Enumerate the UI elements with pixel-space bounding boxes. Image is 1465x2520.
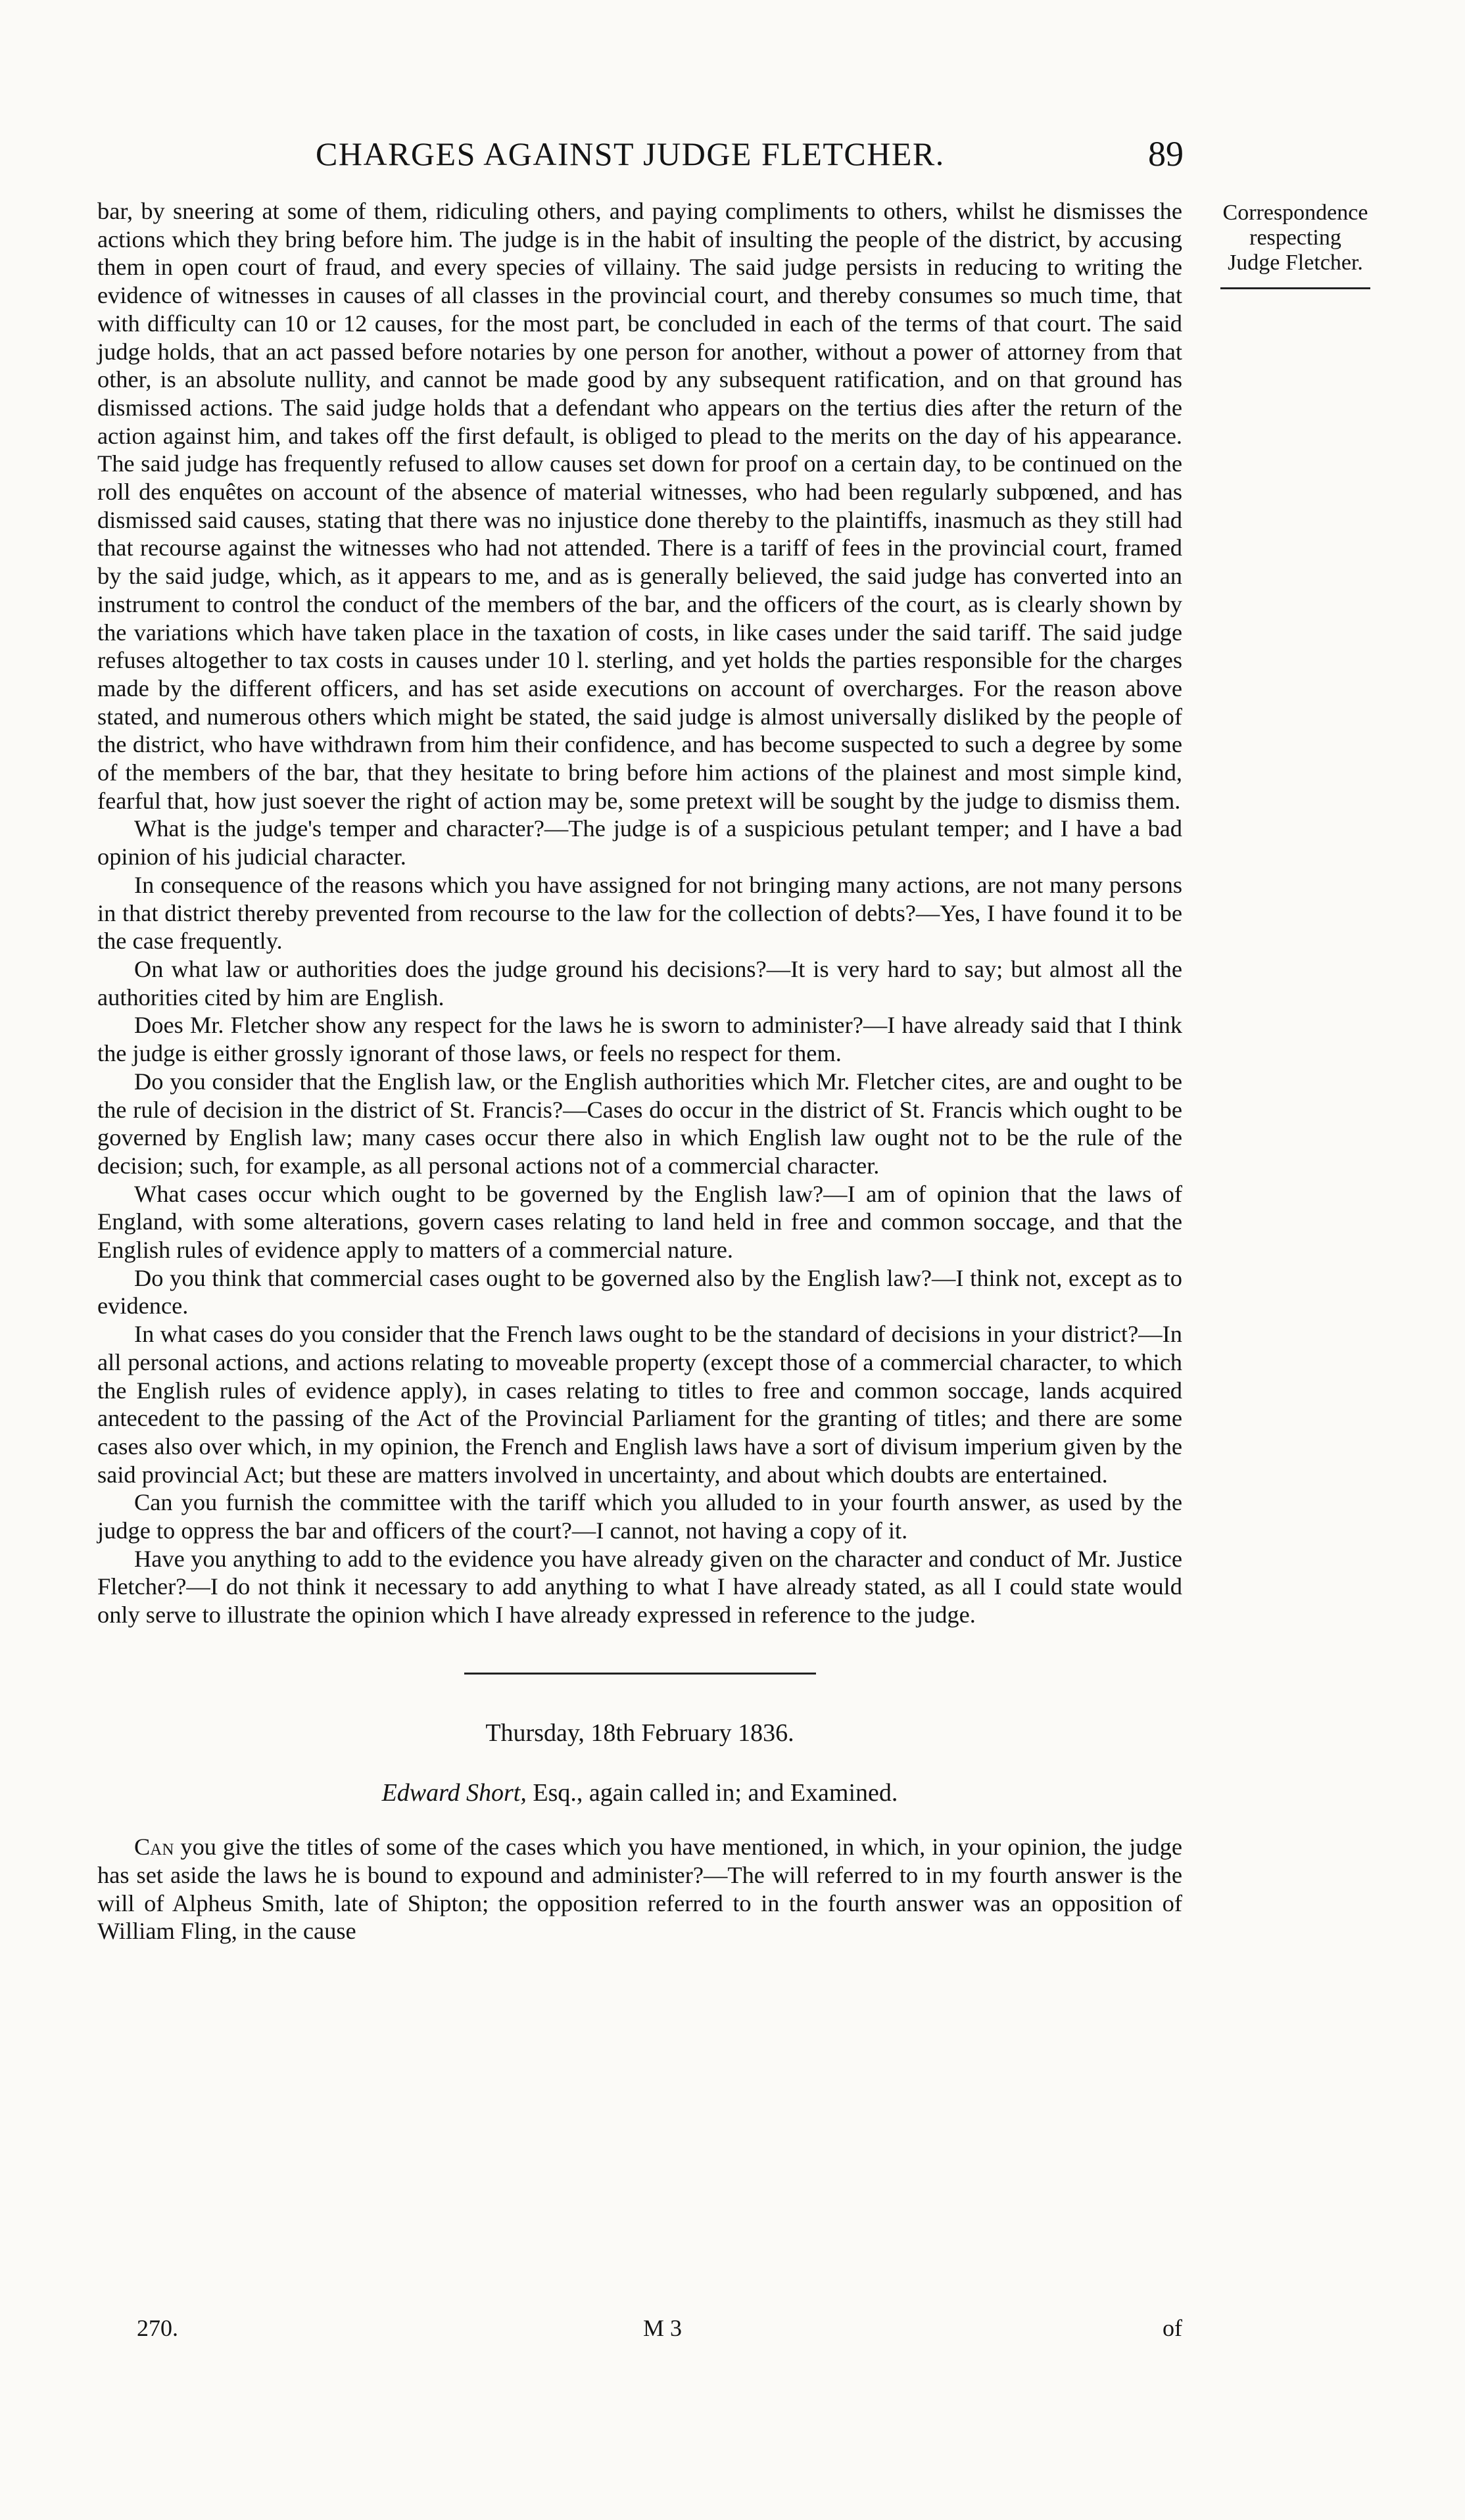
- page-footer: [97, 2314, 1182, 2354]
- margin-note: [1197, 201, 1394, 289]
- continued-answer-paragraph: bar, by sneering at some of them, ridiculing others, and paying compliments to others, whilst he dismisses the actions which they bring before him. The judge is in the habit of insulting the people of the district, by accusing them in open court of fraud, and every species of villainy. The said judge persists in reducing to writing the evidence of witnesses in causes of all classes in the provincial court, and thereby consumes so much time, that with difficulty can 10 or 12 causes, for the most part, be concluded in each of the terms of that court. The said judge holds, that an act passed before notaries by one person for another, without a power of attorney from that other, is an absolute nullity, and cannot be made good by any subsequent ratification, and on that ground has dismissed actions. The said judge holds that a defendant who appears on the tertius dies after the return of the action against him, and takes off the first default, is obliged to plead to the merits on the day of his appearance. The said judge has frequently refused to allow causes set down for proof on a certain day, to be continued on the roll des enquêtes on account of the absence of material witnesses, who had been regularly subpœned, and has dismissed said causes, stating that there was no injustice done thereby to the plaintiffs, inasmuch as they still had that recourse against the witnesses who had not attended. There is a tariff of fees in the provincial court, framed by the said judge, which, as it appears to me, and as is generally believed, the said judge has converted into an instrument to control the conduct of the members of the bar, and the officers of the court, as is clearly shown by the variations which have taken place in the taxation of costs, in like cases under the said tariff. The said judge refuses altogether to tax costs in causes under 10 l. sterling, and yet holds the parties responsible for the charges made by the different officers, and has set aside executions on account of overcharges. For the reason above stated, and numerous others which might be stated, the said judge is almost universally disliked by the people of the district, who have withdrawn from him their confidence, and has become suspected to such a degree by some of the members of the bar, that they hesitate to bring before him actions of the plainest and most simple kind, fearful that, how just soever the right of action may be, some pretext will be sought by the judge to dismiss them.: [97, 198, 1182, 814]
- catchword: of: [1163, 2315, 1182, 2341]
- signature-mark: M 3: [643, 2315, 683, 2341]
- witness-name: Edward Short,: [381, 1778, 527, 1807]
- margin-note-line: Correspondence: [1222, 201, 1368, 225]
- running-head: [99, 128, 1184, 181]
- qa-paragraph: What cases occur which ought to be governed by the English law?—I am of opinion that the laws of England, with some alterations, govern cases relating to land held in free and common soccage, and that the English rules of evidence apply to matters of a commercial nature.: [97, 1180, 1182, 1264]
- qa-paragraph: On what law or authorities does the judge ground his decisions?—It is very hard to say; but almost all the authorities cited by him are English.: [97, 955, 1182, 1010]
- witness-heading-rest: Esq., again called in; and Examined.: [526, 1778, 898, 1807]
- page-number: 89: [1148, 134, 1184, 174]
- qa-paragraph: In consequence of the reasons which you have assigned for not bringing many actions, are not many persons in that district thereby prevented from recourse to the law for the collection of debts?—Yes, I have found it to be the case frequently.: [97, 871, 1182, 955]
- qa-paragraph: Have you anything to add to the evidence you have already given on the character and conduct of Mr. Justice Fletcher?—I do not think it necessary to add anything to what I have already stated, as all I could state would only serve to illustrate the opinion which I have already expressed in reference to the judge.: [97, 1545, 1182, 1628]
- session-date: Thursday, 18th February 1836.: [485, 1719, 794, 1747]
- qa-paragraph: What is the judge's temper and character?—The judge is of a suspicious petulant temper; and I have a bad opinion of his judicial character.: [97, 815, 1182, 870]
- margin-note-rule: [1220, 287, 1370, 289]
- qa-paragraph: In what cases do you consider that the French laws ought to be the standard of decisions in your district?—In all personal actions, and actions relating to moveable property (except those of a commercial character, to which the English rules of evidence apply), in cases relating to titles to free and common soccage, lands acquired antecedent to the passing of the Act of the Provincial Parliament for the granting of titles; and there are some cases also over which, in my opinion, the French and English laws have a sort of divisum imperium given by the said provincial Act; but these are matters involved in uncertainty, and about which doubts are entertained.: [97, 1321, 1182, 1488]
- qa-paragraph: Do you think that commercial cases ought to be governed also by the English law?—I think not, except as to evidence.: [97, 1264, 1182, 1319]
- footer-number: 270.: [137, 2315, 178, 2341]
- section-divider: [464, 1673, 816, 1675]
- witness-heading: [97, 1779, 1182, 1807]
- qa-paragraph-rest: you give the titles of some of the cases which you have mentioned, in which, in your opinion, the judge has set aside the laws he is bound to expound and administer?—The will referred to in my fourth answer is the will of Alpheus Smith, late of Shipton; the opposition referred to in the fourth answer was an opposition of William Fling, in the cause: [97, 1834, 1182, 1945]
- margin-note-line: respecting: [1249, 226, 1341, 250]
- qa-paragraph: [97, 1833, 1182, 1945]
- qa-paragraph: Do you consider that the English law, or the English authorities which Mr. Fletcher cites, are and ought to be the rule of decision in the district of St. Francis?—Cases do occur in the district of St. Francis which ought to be governed by English law; many cases occur there also in which English law ought not to be the rule of the decision; such, for example, as all personal actions not of a commercial character.: [97, 1068, 1182, 1179]
- main-text: [97, 197, 1182, 1945]
- qa-paragraph: Does Mr. Fletcher show any respect for the laws he is sworn to administer?—I have already said that I think the judge is either grossly ignorant of those laws, or feels no respect for them.: [97, 1012, 1182, 1067]
- running-title: CHARGES AGAINST JUDGE FLETCHER.: [316, 135, 945, 172]
- opening-word: Can: [134, 1834, 174, 1861]
- margin-note-line: Judge Fletcher.: [1228, 250, 1363, 275]
- qa-paragraph: Can you furnish the committee with the tariff which you alluded to in your fourth answer, as used by the judge to oppress the bar and officers of the court?—I cannot, not having a copy of it.: [97, 1489, 1182, 1544]
